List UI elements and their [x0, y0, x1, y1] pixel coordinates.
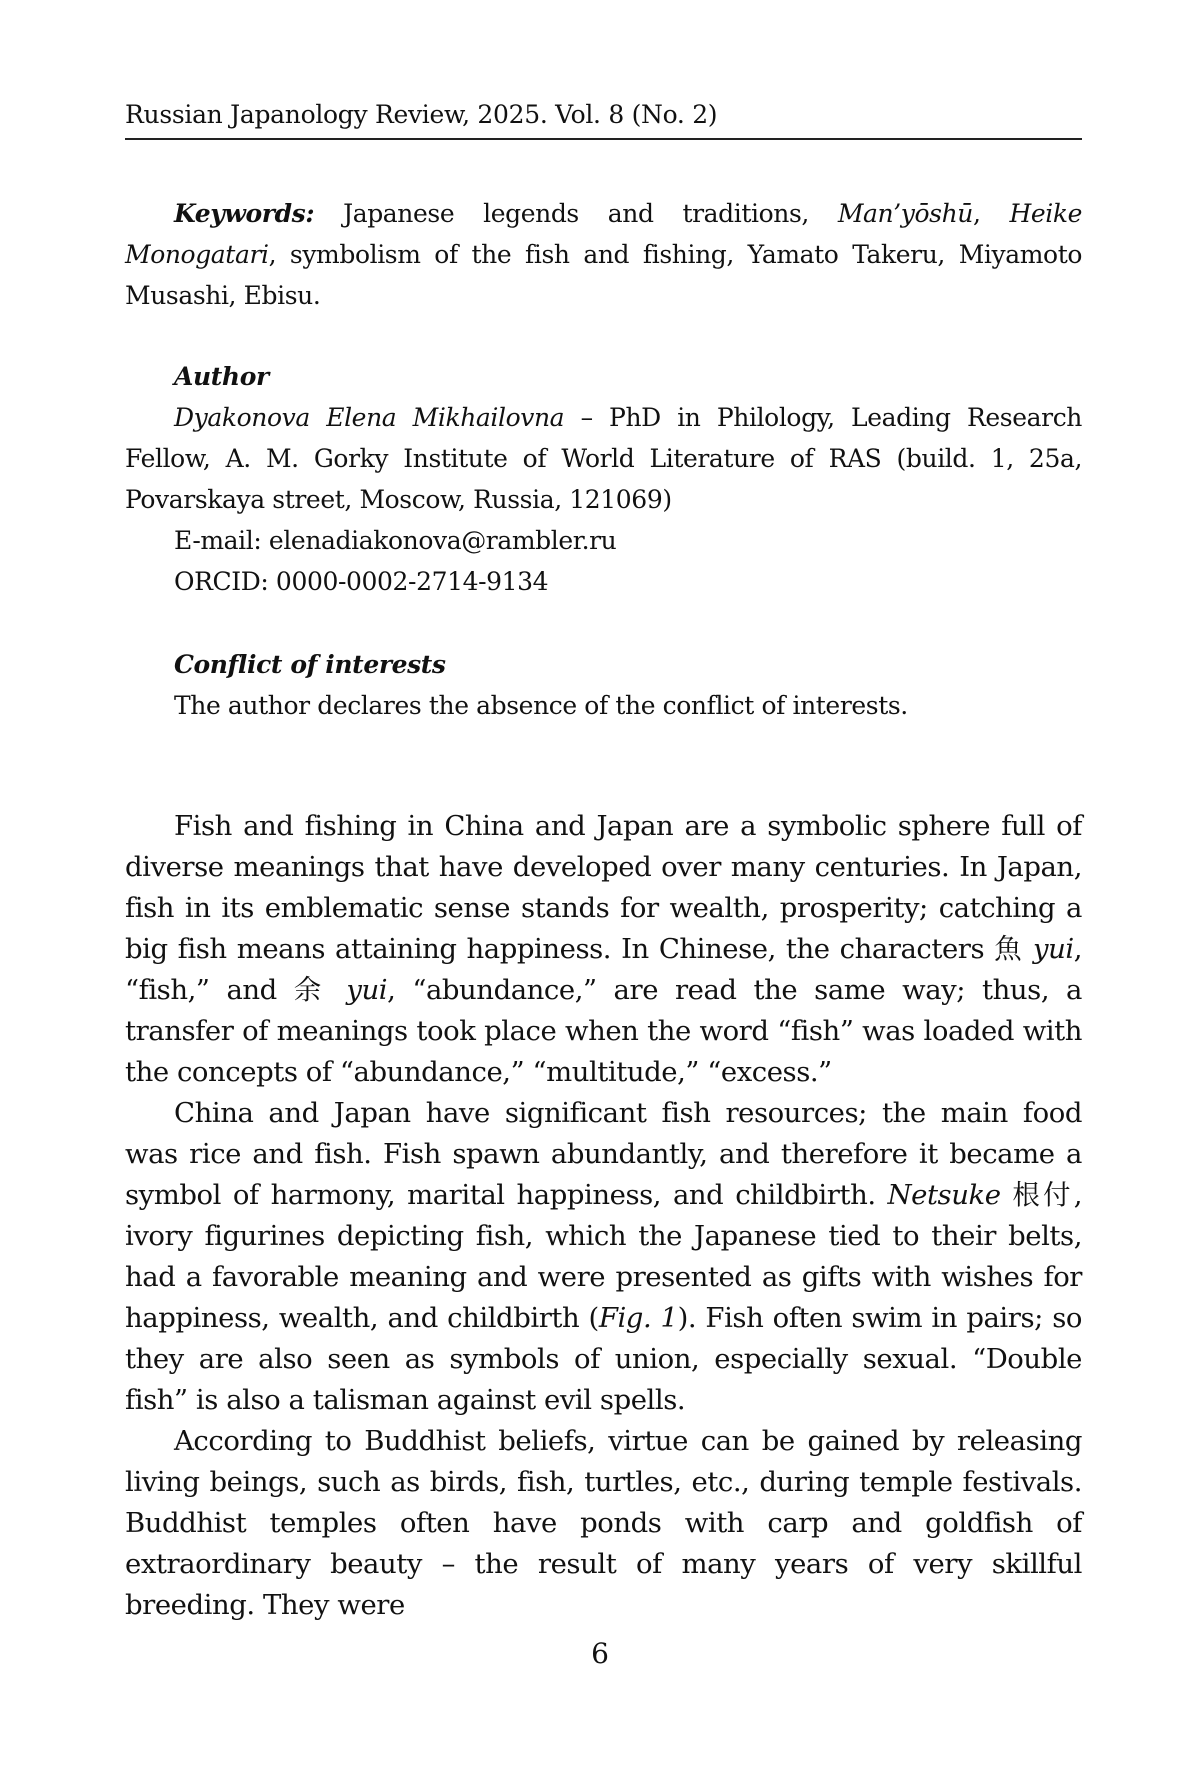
p1-text-a: Fish and fishing in China and Japan are a symbolic sphere full of diverse meanings that have developed over many centuries. In Japan, fish in its emblematic sense stands for wealth, prosperity; catching a big fish means attaining happiness. In Chinese, the characters 魚 — [125, 810, 1082, 965]
author-info — [125, 397, 1082, 520]
author-email: E-mail: elenadiakonova@rambler.ru — [174, 526, 617, 555]
p1-text-c: , “abundance,” are read the same way; thus, a transfer of meanings took place when the word “fish” was loaded with the concepts of “abundance,” “multitude,” “excess.” — [125, 974, 1082, 1088]
body-paragraph-3 — [125, 1421, 1082, 1626]
page-number: 6 — [591, 1637, 609, 1670]
keywords-paragraph — [125, 193, 1082, 316]
p1-text-b: , “fish,” and 余 — [125, 933, 1082, 1006]
p2-fig-ref: Fig. 1 — [598, 1302, 678, 1334]
keywords-text-2: , — [973, 199, 1010, 228]
p2-text-b: 根付, ivory figurines depicting fish, which the Japanese tied to their belts, had a favorable meaning and were presented as gifts with wishes for happiness, wealth, and childbirth ( — [125, 1179, 1082, 1334]
author-section — [125, 356, 1082, 602]
keywords-label: Keywords: — [174, 199, 315, 228]
p2-netsuke: Netsuke — [887, 1179, 1001, 1211]
author-orcid: ORCID: 0000-0002-2714-9134 — [174, 567, 549, 596]
author-affiliation: – PhD in Philology, Leading Research Fellow, A. M. Gorky Institute of World Literature of RAS (build. 1, 25a, Povarskaya street, Moscow, Russia, 121069) — [125, 403, 1082, 514]
p1-yui-abundance: yui — [346, 974, 388, 1006]
main-text — [125, 806, 1082, 1626]
p1-yui-fish: yui — [1033, 933, 1074, 965]
p2-text-a: China and Japan have significant fish resources; the main food was rice and fish. Fish spawn abundantly, and therefore it became a symbol of harmony, marital happiness, and childbirth. — [125, 1097, 1082, 1211]
author-name: Dyakonova Elena Mikhailovna — [174, 403, 565, 432]
conflict-text: The author declares the absence of the conflict of interests. — [174, 691, 908, 720]
keywords-text-1: Japanese legends and traditions, — [314, 199, 838, 228]
p3-text-a: According to Buddhist beliefs, virtue can be gained by releasing living beings, such as birds, fish, turtles, etc., during temple festivals. Buddhist temples often have ponds with carp and goldfish of extraordinary beauty – the result of many years of very skillful breeding. They were — [125, 1425, 1082, 1621]
conflict-section — [125, 644, 1082, 726]
keyword-heike: Heike Monogatari — [125, 199, 1082, 269]
p2-text-c: ). Fish often swim in pairs; so they are also seen as symbols of union, especially sexual. “Double fish” is also a talisman against evil spells. — [125, 1302, 1082, 1416]
keyword-manyoshu: Man’yōshū — [837, 199, 973, 228]
author-heading: Author — [174, 362, 269, 391]
running-head: Russian Japanology Review, 2025. Vol. 8 (No. 2) — [125, 98, 1082, 140]
body-paragraph-1 — [125, 806, 1082, 1093]
keywords-text-3: , symbolism of the fish and fishing, Yamato Takeru, Miyamoto Musashi, Ebisu. — [125, 240, 1082, 310]
keywords-section — [125, 193, 1082, 316]
body-paragraph-2 — [125, 1093, 1082, 1421]
conflict-heading: Conflict of interests — [174, 650, 446, 679]
